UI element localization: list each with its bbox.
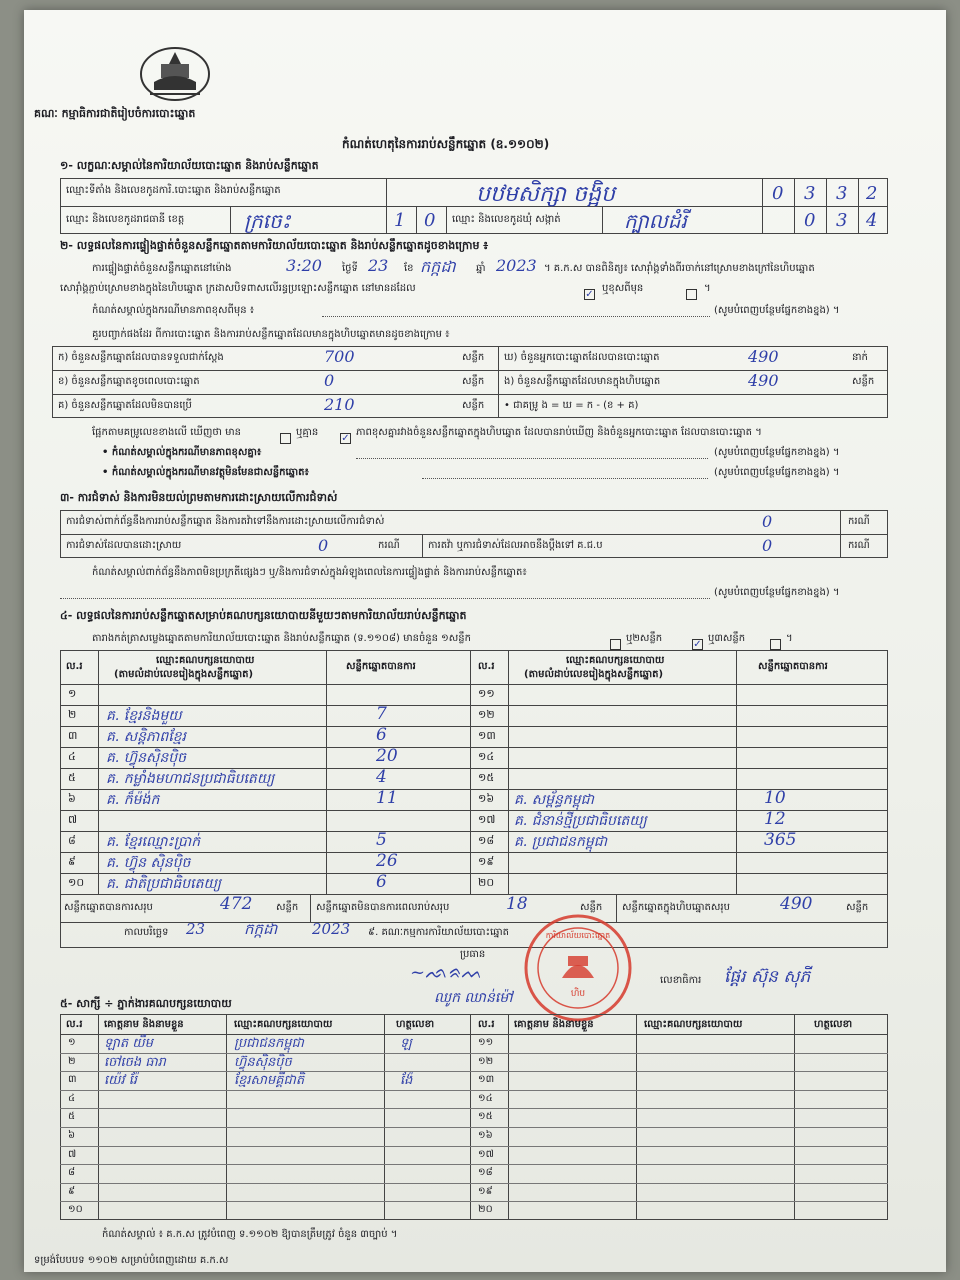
section-1-heading: ១- លក្ខណៈសម្គាល់នៃការិយាល័យបោះឆ្នោត និងរាប់សន្លឹកឆ្នោត — [60, 159, 319, 172]
objection-row2-value: 0 — [318, 536, 329, 555]
province-digit-2: 0 — [424, 210, 436, 231]
verify-month-value: កក្កដា — [420, 257, 456, 276]
result-votes: 4 — [376, 767, 387, 787]
diff-note-label: កំណត់សម្គាល់ក្នុងករណីមានភាពខុសពីមុន ៖ — [92, 305, 255, 316]
station-digit-4: 2 — [866, 183, 878, 204]
valid-total-label: សន្លឹកឆ្នោតបានការសរុប — [64, 902, 153, 913]
results-col-no-left: ល.រ — [66, 661, 83, 672]
secretary-label: លេខាធិការ — [660, 975, 702, 986]
date-month: កក្កដា — [244, 920, 278, 938]
commune-digit-1: 0 — [804, 210, 816, 231]
witness-no-right: ១៣ — [478, 1074, 495, 1086]
objection-row1-value: 0 — [762, 512, 773, 531]
result-votes: 26 — [376, 851, 398, 871]
objection-row1-unit: ករណី — [848, 516, 870, 527]
station-digit-3: 3 — [836, 183, 848, 204]
witness-no: ៩ — [68, 1185, 76, 1197]
count-label: ក) ចំនួនសន្លឹកឆ្នោតដែលបានទទួលជាក់ស្តែង — [58, 352, 224, 363]
result-party: គ. ហ៊្វុនស៊ិនប៉ិច — [106, 750, 186, 766]
form-title: កំណត់ហេតុនៃការរាប់សន្លឹកឆ្នោត (ឧ.១១០២) — [342, 137, 550, 151]
result-votes: 6 — [376, 872, 387, 892]
commune-digit-3: 4 — [866, 210, 878, 231]
box-total-value: 490 — [780, 894, 813, 914]
station-digit-1: 0 — [772, 183, 784, 204]
station-value: បឋមសិក្សា ចង្អិប — [476, 182, 615, 207]
results-col-votes-left: សន្លឹកឆ្នោតបានការ — [346, 661, 416, 672]
seal-check-line: សោរ៉ាំង្គភ្ជាប់ស្រោមខាងក្នុងនៃហិបឆ្នោត ក្រដាសបិទពាសលើរន្ធប្រឡោះសន្លឹកឆ្នោត នៅមានដដែល — [60, 283, 416, 294]
verify-year-label: ឆ្នាំ — [476, 263, 486, 274]
diff-line-b: ឬគ្មាន — [296, 427, 319, 438]
count-label-right: • ជាគម្រូ ង = ឃ = ក - (ខ + គ) — [504, 400, 639, 411]
chair-name: ឈូក ឈាន់ម៉ៅ — [434, 990, 513, 1006]
witness-no: ១ — [68, 1037, 76, 1048]
province-digit-1: 1 — [394, 210, 406, 231]
witness-name: ចៅចេង ធារា — [104, 1054, 166, 1070]
result-no-right: ១៧ — [478, 813, 496, 826]
result-no-right: ២០ — [478, 876, 495, 889]
result-no: ៤ — [68, 750, 76, 763]
invalid-total-value: 18 — [506, 894, 528, 914]
bullet-diff-hint: (សូមបំពេញបន្ថែមផ្នែកខាងខ្នង) ។ — [714, 447, 840, 458]
witness-col-name-left: គោត្តនាម និងនាមខ្លួន — [104, 1019, 184, 1030]
witness-no: ៥ — [68, 1111, 76, 1123]
count-label-right: ង) ចំនួនសន្លឹកឆ្នោតដែលមានក្នុងហិបឆ្នោត — [504, 376, 661, 387]
form-sheet — [24, 10, 946, 1272]
diff-line-c: ភាពខុសគ្នារវាងចំនួនសន្លឹកឆ្នោតក្នុងហិបឆ្នោត ដែលបានរាប់ឃើញ និងចំនួនអ្នកបោះឆ្នោត ដែលបានបោះឆ្នោត ។ — [356, 427, 762, 438]
witness-no: ៨ — [68, 1167, 76, 1179]
stamp-text: ការិយាល័យបោះឆ្នោត — [545, 931, 611, 940]
result-votes-right: 12 — [764, 809, 786, 829]
valid-total-value: 472 — [220, 894, 253, 914]
official-stamp — [522, 912, 634, 1024]
witness-no-right: ១៤ — [478, 1092, 493, 1104]
commune-label: ឈ្មោះ និងលេខកូដឃុំ សង្កាត់ — [452, 214, 561, 225]
verify-time-value: 3:20 — [286, 256, 322, 275]
result-no: ៦ — [68, 792, 76, 805]
box-total-unit: សន្លឹក — [846, 902, 869, 913]
witness-no-right: ១៧ — [478, 1148, 494, 1160]
witness-no-right: ១២ — [478, 1055, 494, 1067]
result-no: ៥ — [68, 771, 76, 784]
witness-no-right: ១១ — [478, 1037, 494, 1048]
check-intro: គួរបញ្ចាក់ផងដែរ ពីការបោះឆ្នោត និងការរាប់សន្លឹកឆ្នោតដែលមានក្នុងហិបឆ្នោតមានដូចខាងក្រោម ៖ — [92, 329, 450, 340]
results-col-party-right: ឈ្មោះគណបក្សនយោបាយ — [566, 655, 665, 666]
org-name: គណៈ កម្មាធិការជាតិរៀបចំការបោះឆ្នោត — [34, 107, 196, 120]
tally-three-label: ឬ៣សន្លឹក — [708, 633, 746, 644]
result-party: គ. ហ៊្វុន ស៊ិនប៉ិច — [106, 855, 191, 871]
objection-row2b-label: ការតវ៉ា ឬការជំទាស់ដែលអាចនឹងប្តឹងទៅ គ.ជ.ប — [428, 540, 603, 551]
result-no-right: ១៨ — [478, 834, 495, 847]
section-3-heading: ៣- ការជំទាស់ និងការមិនយល់ព្រមតាមការដោះស្រាយលើការជំទាស់ — [60, 491, 338, 504]
emblem-logo — [136, 44, 214, 106]
station-label: ឈ្មោះទីតាំង និងលេខកូដការិ.បោះឆ្នោត និងរាប់សន្លឹកឆ្នោត — [66, 185, 281, 196]
verify-year-value: 2023 — [496, 256, 537, 275]
result-votes-right: 10 — [764, 788, 786, 808]
stamp-center: ហិប — [570, 989, 586, 999]
diff-no-checkbox[interactable]: ✓ — [341, 433, 350, 444]
seal-changed-checkbox[interactable] — [686, 289, 697, 300]
witness-no-right: ២០ — [478, 1204, 493, 1216]
result-no-right: ១១ — [478, 687, 495, 700]
result-party-right: គ. សម្ព័ន្ធកម្ពុជា — [514, 792, 594, 808]
witness-no-right: ១៦ — [478, 1130, 493, 1141]
result-votes: 11 — [376, 788, 398, 808]
result-no: ៧ — [68, 813, 78, 826]
verify-line-end: ។ គ.ក.ស បានពិនិត្យ៖ សោរ៉ាំង្គទាំងពីរចាក់នៅស្រោមខាងក្រៅនៃហិបឆ្នោត — [544, 263, 815, 274]
result-votes: 20 — [376, 746, 398, 766]
witness-col-party-left: ឈ្មោះគណបក្សនយោបាយ — [234, 1019, 333, 1030]
witness-col-party-right: ឈ្មោះគណបក្សនយោបាយ — [644, 1019, 743, 1030]
commune-value: ក្បាលដំរី — [624, 209, 687, 233]
section-2-heading: ២- លទ្ធផលនៃការផ្ទៀងផ្ទាត់ចំនួនសន្លឹកឆ្នោតតាមការិយាល័យបោះឆ្នោត និងរាប់សន្លឹកឆ្នោតដូចខាងក្រោម ៖ — [60, 239, 489, 252]
date-year: 2023 — [312, 920, 351, 938]
result-no-right: ១៦ — [478, 792, 495, 805]
witness-col-no-right: ល.រ — [478, 1019, 495, 1030]
irregularity-note: កំណត់សម្គាល់ពាក់ព័ន្ធនឹងភាពមិនប្រក្រតីផ្សេងៗ ឬ/និងការជំទាស់ក្នុងអំឡុងពេលនៃការផ្ទៀងផ្ទាត់ និងការរាប់សន្លឹកឆ្នោត៖ — [92, 567, 527, 578]
invalid-total-unit: សន្លឹក — [580, 902, 603, 913]
bullet-object-label: • កំណត់សម្គាល់ក្នុងករណីមានវត្ថុមិនមែនជាសន្លឹកឆ្នោត៖ — [102, 467, 309, 478]
committee-label: ៩. គណៈកម្មការការិយាល័យបោះឆ្នោត — [368, 927, 510, 938]
witness-no-right: ១៩ — [478, 1185, 493, 1197]
verify-time-label: ការផ្ទៀងផ្ទាត់ចំនួនសន្លឹកឆ្នោតនៅម៉ោង — [92, 263, 232, 274]
witness-party: ហ៊្វុនស៊ិនប៉ិច — [234, 1054, 292, 1070]
invalid-total-label: សន្លឹកឆ្នោតមិនបានការពេលរាប់សរុប — [316, 902, 450, 913]
secretary-name: ផ្តែរ ស៊ុន សុភី — [724, 967, 811, 987]
valid-total-unit: សន្លឹក — [276, 902, 299, 913]
witness-table — [60, 1014, 888, 1220]
result-no: ៩ — [68, 855, 76, 868]
count-value-right: 490 — [748, 371, 779, 390]
footnote: កំណត់សម្គាល់ ៖ គ.ក.ស ត្រូវបំពេញ ទ.១១០២ ឱ្យបានត្រឹមត្រូវ ចំនួន ៣ច្បាប់ ។ — [102, 1229, 398, 1240]
count-label-right: ឃ) ចំនួនអ្នកបោះឆ្នោតដែលបានបោះឆ្នោត — [504, 352, 660, 363]
result-no-right: ១៥ — [478, 771, 495, 784]
witness-no-right: ១៨ — [478, 1167, 493, 1179]
tally-three-sheet-checkbox[interactable] — [770, 639, 781, 650]
result-no: ២ — [68, 708, 77, 721]
result-no: ៨ — [68, 834, 76, 847]
tally-two-label: ឬ២សន្លឹក — [626, 633, 663, 644]
result-no: ១០ — [68, 876, 85, 889]
count-value: 0 — [324, 371, 335, 390]
commune-digit-2: 3 — [836, 210, 848, 231]
witness-name: យ៉េវ រ៉ែ — [104, 1073, 138, 1089]
objection-row2b-unit: ករណី — [848, 540, 870, 551]
count-label: គ) ចំនួនសន្លឹកឆ្នោតដែលមិនបានប្រើ — [58, 400, 192, 411]
count-value-right: 490 — [748, 347, 779, 366]
form-footer: ទម្រង់បែបបទ ១១០២ សម្រាប់បំពេញដោយ គ.ក.ស — [34, 1255, 229, 1266]
result-party: គ. ខ្មែរនិងមួយ — [106, 708, 182, 724]
witness-no: ៧ — [68, 1148, 77, 1160]
witness-col-sign-left: ហត្ថលេខា — [396, 1019, 435, 1030]
result-party: គ. ក៏ម៉ង់ក — [106, 792, 160, 808]
bullet-diff-label: • កំណត់សម្គាល់ក្នុងករណីមានភាពខុសគ្នា៖ — [102, 447, 262, 458]
result-party-right: គ. ជំនាន់ថ្មីប្រជាធិបតេយ្យ — [514, 813, 647, 829]
count-value: 700 — [324, 347, 355, 366]
box-total-label: សន្លឹកឆ្នោតក្នុងហិបឆ្នោតសរុប — [622, 902, 730, 913]
verify-day-value: 23 — [368, 256, 389, 275]
objection-row2-unit: ករណី — [378, 540, 400, 551]
tally-intro-end: ។ — [786, 633, 793, 644]
irregularity-hint: (សូមបំពេញបន្ថែមផ្នែកខាងខ្នង) ។ — [714, 587, 840, 598]
count-unit: សន្លឹក — [462, 352, 485, 363]
result-no-right: ១៤ — [478, 750, 495, 763]
witness-no: ២ — [68, 1055, 76, 1067]
witness-no: ៦ — [68, 1130, 76, 1141]
chair-signature: ~ᨒᨑᨓ — [410, 962, 483, 983]
verify-day-label: ថ្ងៃទី — [342, 263, 358, 274]
results-col-party-left: ឈ្មោះគណបក្សនយោបាយ — [156, 655, 255, 666]
seal-intact-checkbox[interactable]: ✓ — [585, 289, 594, 300]
section-5-heading: ៥- សាក្សី ÷ ភ្នាក់ងារគណបក្សនយោបាយ — [60, 997, 232, 1010]
objection-row1-label: ការជំទាស់ពាក់ព័ន្ធនឹងការរាប់សន្លឹកឆ្នោត និងការតវ៉ាទៅនឹងការដោះស្រាយលើការជំទាស់ — [66, 516, 385, 527]
witness-col-sign-right: ហត្ថលេខា — [814, 1019, 853, 1030]
diff-yes-checkbox[interactable] — [280, 433, 291, 444]
count-value: 210 — [324, 395, 355, 414]
result-party: គ. កម្លាំងមហាជនប្រជាធិបតេយ្យ — [106, 771, 275, 787]
date-day: 23 — [186, 920, 206, 938]
result-party: គ. សន្តិភាពខ្មែរ — [106, 729, 186, 745]
result-no-right: ១៣ — [478, 729, 496, 742]
witness-party: ប្រជាជនកម្ពុជា — [234, 1036, 304, 1051]
bullet-object-hint: (សូមបំពេញបន្ថែមផ្នែកខាងខ្នង) ។ — [714, 467, 840, 478]
result-votes: 7 — [376, 704, 387, 724]
station-digit-2: 3 — [804, 183, 816, 204]
province-value: ក្រចេះ — [244, 209, 291, 233]
count-unit: សន្លឹក — [462, 400, 485, 411]
seal-line-end: ។ — [704, 283, 711, 294]
witness-no: ៤ — [68, 1092, 76, 1104]
diff-note-hint: (សូមបំពេញបន្ថែមផ្នែកខាងខ្នង) ។ — [714, 305, 840, 316]
witness-col-name-right: គោត្តនាម និងនាមខ្លួន — [514, 1019, 594, 1030]
witness-col-no-left: ល.រ — [66, 1019, 83, 1030]
result-party-right: គ. ប្រជាជនកម្ពុជា — [514, 834, 608, 850]
results-col-party-sub-right: (តាមលំដាប់លេខរៀងក្នុងសន្លឹកឆ្នោត) — [524, 669, 664, 680]
verify-month-label: ខែ — [404, 263, 414, 274]
witness-party: ខ្មែរសាមគ្គីជាតិ — [234, 1073, 305, 1089]
objection-row2b-value: 0 — [762, 536, 773, 555]
witness-no-right: ១៥ — [478, 1111, 493, 1123]
chair-label: ប្រធាន — [460, 949, 486, 960]
results-col-party-sub-left: (តាមលំដាប់លេខរៀងក្នុងសន្លឹកឆ្នោត) — [114, 669, 254, 680]
witness-no: ៣ — [68, 1074, 77, 1086]
count-unit-right: នាក់ — [852, 352, 868, 363]
seal-changed-label: ឬខុសពីមុន — [602, 283, 644, 294]
result-votes-right: 365 — [764, 830, 797, 850]
result-party: គ. ជាតិប្រជាធិបតេយ្យ — [106, 876, 221, 892]
result-no: ១ — [68, 687, 77, 700]
tally-two-sheet-checkbox[interactable]: ✓ — [693, 639, 702, 650]
result-no: ៣ — [68, 729, 78, 742]
result-votes: 6 — [376, 725, 387, 745]
result-no-right: ១៩ — [478, 855, 495, 868]
results-col-votes-right: សន្លឹកឆ្នោតបានការ — [758, 661, 828, 672]
tally-sheet-intro: តារាងកត់ត្រាសម្លេងឆ្នោតតាមការិយាល័យបោះឆ្នោត និងរាប់សន្លឹកឆ្នោត (ទ.១១០៨) មានចំនួន ១សន្លឹក — [92, 633, 471, 644]
witness-no: ១០ — [68, 1204, 83, 1216]
count-unit-right: សន្លឹក — [852, 376, 875, 387]
witness-signature: ឡ — [400, 1036, 412, 1051]
date-label: កាលបរិច្ឆេទ — [124, 927, 169, 938]
tally-one-sheet-checkbox[interactable] — [610, 639, 621, 650]
result-party: គ. ខ្មែរឈ្មោះប្រាក់ — [106, 834, 201, 850]
province-label: ឈ្មោះ និងលេខកូដរាជធានី ខេត្ត — [66, 214, 185, 225]
result-votes: 5 — [376, 830, 387, 850]
count-label: ខ) ចំនួនសន្លឹកឆ្នោតខូចពេលបោះឆ្នោត — [58, 376, 200, 387]
results-col-no-right: ល.រ — [478, 661, 495, 672]
result-no-right: ១២ — [478, 708, 495, 721]
count-unit: សន្លឹក — [462, 376, 485, 387]
diff-line-a: ផ្អែកតាមគម្រូលេខខាងលើ ឃើញថា មាន — [92, 427, 241, 438]
objection-row2-label: ការជំទាស់ដែលបានដោះស្រាយ — [66, 540, 182, 551]
section-4-heading: ៤- លទ្ធផលនៃការរាប់សន្លឹកឆ្នោតសម្រាប់គណបក្សនយោបាយនីមួយៗតាមការិយាល័យរាប់សន្លឹកឆ្នោត — [60, 609, 467, 622]
witness-signature: ង៉ែ — [400, 1073, 413, 1089]
witness-name: ឡាត យឹម — [104, 1036, 153, 1051]
